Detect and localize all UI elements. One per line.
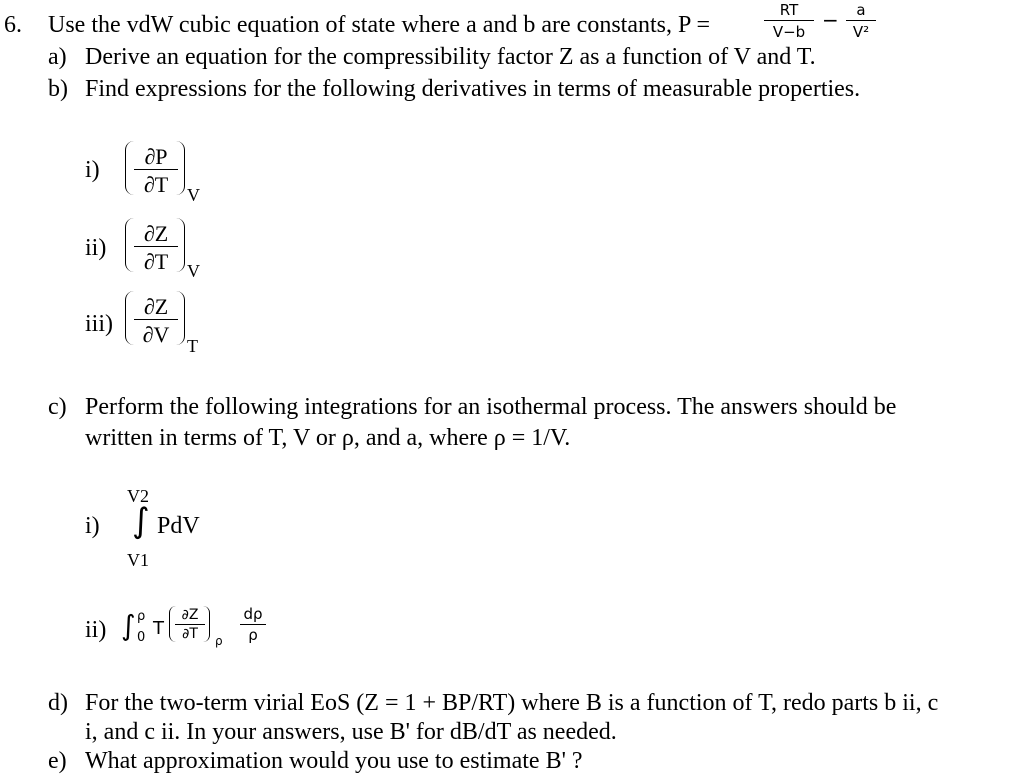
left-paren	[125, 218, 134, 272]
fraction-numerator: RT	[779, 1, 799, 19]
fraction-bar	[134, 319, 178, 320]
fraction-denominator: V²	[852, 23, 870, 41]
fraction-denominator: V−b	[772, 23, 806, 41]
fraction-bar	[764, 20, 814, 21]
right-paren	[176, 291, 185, 345]
temperature-symbol: T	[153, 618, 164, 639]
part-d-line2: i, and c ii. In your answers, use B' for dB/dT as needed.	[85, 719, 617, 745]
fraction-numerator: ∂P	[144, 144, 168, 169]
partial-fraction	[134, 291, 178, 347]
fraction-bar	[846, 20, 876, 21]
fraction-bar	[175, 624, 205, 625]
subscript: V	[187, 261, 200, 281]
subscript: T	[187, 336, 198, 356]
item-label: iii)	[85, 311, 113, 337]
item-label: i)	[85, 157, 100, 183]
d-rho-over-rho	[240, 604, 266, 646]
lower-limit: V1	[127, 550, 149, 570]
fraction-bar	[134, 169, 178, 170]
part-a-text: Derive an equation for the compressibility factor Z as a function of V and T.	[85, 44, 816, 70]
subscript: V	[187, 185, 200, 205]
integral-sign: ∫	[121, 609, 136, 642]
left-paren	[125, 291, 134, 345]
part-a-label: a)	[48, 44, 67, 70]
part-b-text: Find expressions for the following derivatives in terms of measurable properties.	[85, 76, 861, 102]
part-c-line1: Perform the following integrations for an isothermal process. The answers should be	[85, 394, 897, 420]
fraction-numerator: ∂Z	[143, 221, 169, 246]
item-label: ii)	[85, 235, 107, 261]
fraction-denominator: ∂T	[143, 172, 169, 197]
item-label: i)	[85, 513, 100, 539]
fraction-bar	[240, 624, 266, 625]
part-b-label: b)	[48, 76, 68, 102]
upper-limit: V2	[127, 486, 149, 506]
fraction-denominator: ρ	[248, 626, 258, 644]
fraction-numerator: dρ	[243, 605, 263, 623]
upper-limit: ρ	[137, 609, 146, 624]
partial-fraction	[175, 606, 205, 644]
question-intro: Use the vdW cubic equation of state where a and b are constants, P =	[48, 12, 710, 38]
left-paren	[125, 141, 134, 195]
part-c-line2: written in terms of T, V or ρ, and a, where ρ = 1/V.	[85, 425, 571, 451]
fraction-denominator: ∂T	[182, 626, 198, 642]
right-paren	[176, 141, 185, 195]
partial-fraction	[134, 141, 178, 197]
right-paren	[176, 218, 185, 272]
a-over-v-squared	[846, 0, 876, 44]
fraction-numerator: ∂Z	[143, 294, 169, 319]
part-d-line1: For the two-term virial EoS (Z = 1 + BP/RT) where B is a function of T, redo parts b ii, c	[85, 690, 939, 716]
part-e-text: What approximation would you use to estimate B' ?	[85, 748, 583, 774]
question-number: 6.	[4, 12, 22, 38]
fraction-numerator: a	[856, 1, 866, 19]
part-e-label: e)	[48, 748, 67, 774]
part-c-label: c)	[48, 394, 67, 420]
item-label: ii)	[85, 617, 107, 643]
fraction-denominator: ∂V	[142, 322, 170, 347]
part-d-label: d)	[48, 690, 68, 716]
integrand: PdV	[157, 513, 200, 539]
fraction-bar	[134, 246, 178, 247]
rt-over-v-minus-b	[764, 0, 814, 44]
integral-sign: ∫	[132, 501, 150, 541]
minus-sign: −	[822, 8, 839, 32]
subscript: ρ	[215, 634, 223, 648]
partial-fraction	[134, 218, 178, 274]
lower-limit: 0	[137, 630, 146, 645]
right-paren	[203, 606, 210, 642]
fraction-numerator: ∂Z	[181, 607, 199, 623]
fraction-denominator: ∂T	[143, 249, 169, 274]
